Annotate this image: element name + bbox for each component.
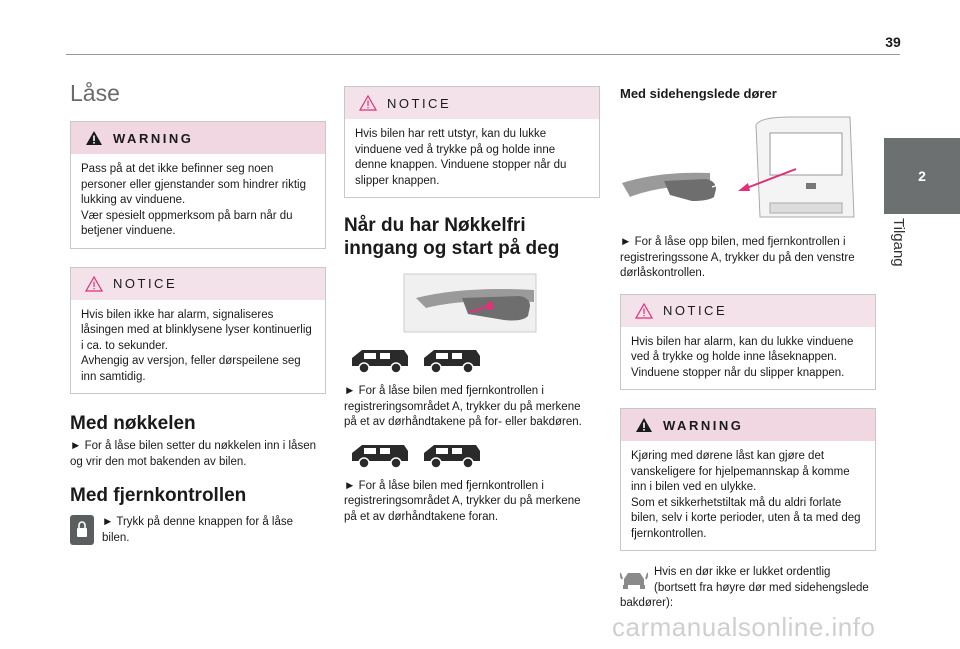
text-line: lukking av vinduene.	[81, 194, 186, 206]
text-line: på et av dørhåndtakene på for- eller bakdøren.	[344, 416, 582, 428]
text-line: registreringsområdet A, trykker du på merkene	[344, 400, 581, 413]
text-line: ► For å låse bilen med fjernkontrollen i	[344, 385, 544, 397]
notice-title: NOTICE	[387, 95, 452, 111]
notice-box	[620, 294, 876, 391]
notice-header	[71, 268, 325, 300]
text-line: bakdører):	[620, 597, 674, 609]
page-number: 39	[885, 34, 901, 50]
warning-box	[70, 121, 326, 249]
text-line: i ca. to sekunder.	[81, 339, 168, 352]
text-line: Avhengig av versjon, feller dørspeilene seg	[81, 355, 301, 367]
warning-body	[621, 441, 875, 550]
vehicle-icons-row	[350, 441, 600, 469]
keyless-paragraph-1	[344, 384, 600, 431]
text-line: inn samtidig.	[81, 370, 146, 383]
remote-paragraph	[70, 515, 326, 546]
text-line: registreringsområdet A, trykker du på merkene	[344, 495, 581, 507]
notice-body	[71, 300, 325, 394]
key-paragraph	[70, 439, 326, 470]
text-line: Vinduene stopper når du slipper knappen.	[631, 366, 845, 379]
notice-header	[345, 87, 599, 119]
notice-box	[344, 86, 600, 198]
remote-lock-button-icon	[70, 515, 94, 545]
notice-box	[70, 267, 326, 395]
chapter-label-text: Tilgang	[890, 218, 907, 267]
notice-body	[621, 327, 875, 390]
van-side-icon	[350, 346, 410, 374]
warning-icon	[85, 130, 103, 146]
text-line: og vrir den mot bakenden av bilen.	[70, 455, 247, 468]
text-line: ► For å låse opp bilen, med fjernkontrollen i	[620, 236, 846, 248]
chapter-label	[884, 218, 914, 288]
notice-header	[621, 295, 875, 327]
text-line: registreringssone A, trykker du på den venstre	[620, 251, 855, 264]
text-line: Kjøring med dørene låst kan gjøre det	[631, 450, 825, 462]
warning-title: WARNING	[113, 130, 194, 146]
text-line: vinduene ved å trykke på og holde inne	[355, 143, 556, 156]
text-line: fjernkontrollen.	[631, 527, 707, 540]
text-line: Hvis bilen har alarm, kan du lukke vinduene	[631, 335, 854, 348]
notice-body	[345, 119, 599, 197]
header-rule	[66, 54, 900, 55]
door-open-warning-icon	[620, 567, 648, 593]
text-line: Vær spesielt oppmerksom på barn når du	[81, 209, 293, 222]
text-line: Hvis bilen har rett utstyr, kan du lukke	[355, 128, 547, 140]
keyless-heading	[344, 214, 600, 260]
door-handle-illustration	[344, 268, 600, 340]
remote-heading: Med fjernkontrollen	[70, 485, 247, 506]
heading-line: Når du har Nøkkelfri	[344, 215, 526, 236]
van-side-icon	[422, 346, 482, 374]
text-line: (bortsett fra høyre dør med sidehengslede	[654, 581, 869, 594]
text-line: Hvis en dør ikke er lukket ordentlig	[654, 566, 831, 578]
text-line: ► Trykk på denne knappen for å låse	[102, 516, 294, 528]
text-line: betjener vinduene.	[81, 225, 176, 237]
text-line: Pass på at det ikke befinner seg noen	[81, 163, 274, 175]
text-line: bilen.	[102, 531, 130, 544]
warning-icon	[635, 417, 653, 433]
text-line: på et av dørhåndtakene foran.	[344, 510, 499, 523]
text-line: ved å trykke og holde inne låseknappen.	[631, 351, 837, 363]
text-line: denne knappen. Vinduene stopper når du	[355, 159, 567, 171]
notice-title: NOTICE	[113, 276, 178, 291]
column-middle	[344, 86, 600, 525]
notice-icon	[85, 276, 103, 292]
text-line: Som et sikkerhetstiltak må du aldri forlate	[631, 496, 842, 509]
text-line: vanskeligere for hjelpemannskap å komme	[631, 465, 850, 478]
notice-icon	[359, 95, 377, 111]
notice-title: NOTICE	[663, 303, 728, 318]
warning-title: WARNING	[663, 417, 744, 433]
keyless-paragraph-2	[344, 479, 600, 526]
warning-body	[71, 154, 325, 248]
van-side-icon	[350, 441, 410, 469]
text-line: Hvis bilen ikke har alarm, signaliseres	[81, 308, 274, 321]
text-line: slipper knappen.	[355, 174, 440, 187]
vehicle-icons-row	[350, 346, 600, 374]
chapter-number: 2	[918, 168, 926, 184]
column-left	[70, 78, 326, 546]
chapter-tab[interactable]	[884, 138, 960, 214]
notice-icon	[635, 303, 653, 319]
rear-door-illustration	[620, 113, 860, 225]
door-open-paragraph	[620, 565, 876, 612]
text-line: personer eller gjenstander som hindrer riktig	[81, 178, 306, 191]
text-line: ► For å låse bilen setter du nøkkelen inn i låsen	[70, 440, 316, 452]
column-right	[620, 86, 876, 612]
sliding-paragraph	[620, 235, 876, 282]
warning-box	[620, 408, 876, 551]
text-line: låsingen med at blinklysene lyser kontinuerlig	[81, 324, 312, 336]
key-heading: Med nøkkelen	[70, 413, 196, 434]
watermark: carmanualsonline.info	[612, 612, 876, 642]
text-line: ► For å låse bilen med fjernkontrollen i	[344, 479, 544, 492]
warning-header	[71, 122, 325, 154]
text-line: bilen, selv i korte perioder, uten å ta med deg	[631, 512, 861, 524]
van-side-icon	[422, 441, 482, 469]
section-title: Låse	[70, 80, 120, 106]
sliding-heading: Med sidehengslede dører	[620, 86, 777, 101]
text-line: inn i bilen ved en ulykke.	[631, 481, 757, 493]
heading-line: inngang og start på deg	[344, 238, 560, 259]
warning-header	[621, 409, 875, 441]
text-line: dørlåskontrollen.	[620, 267, 706, 279]
